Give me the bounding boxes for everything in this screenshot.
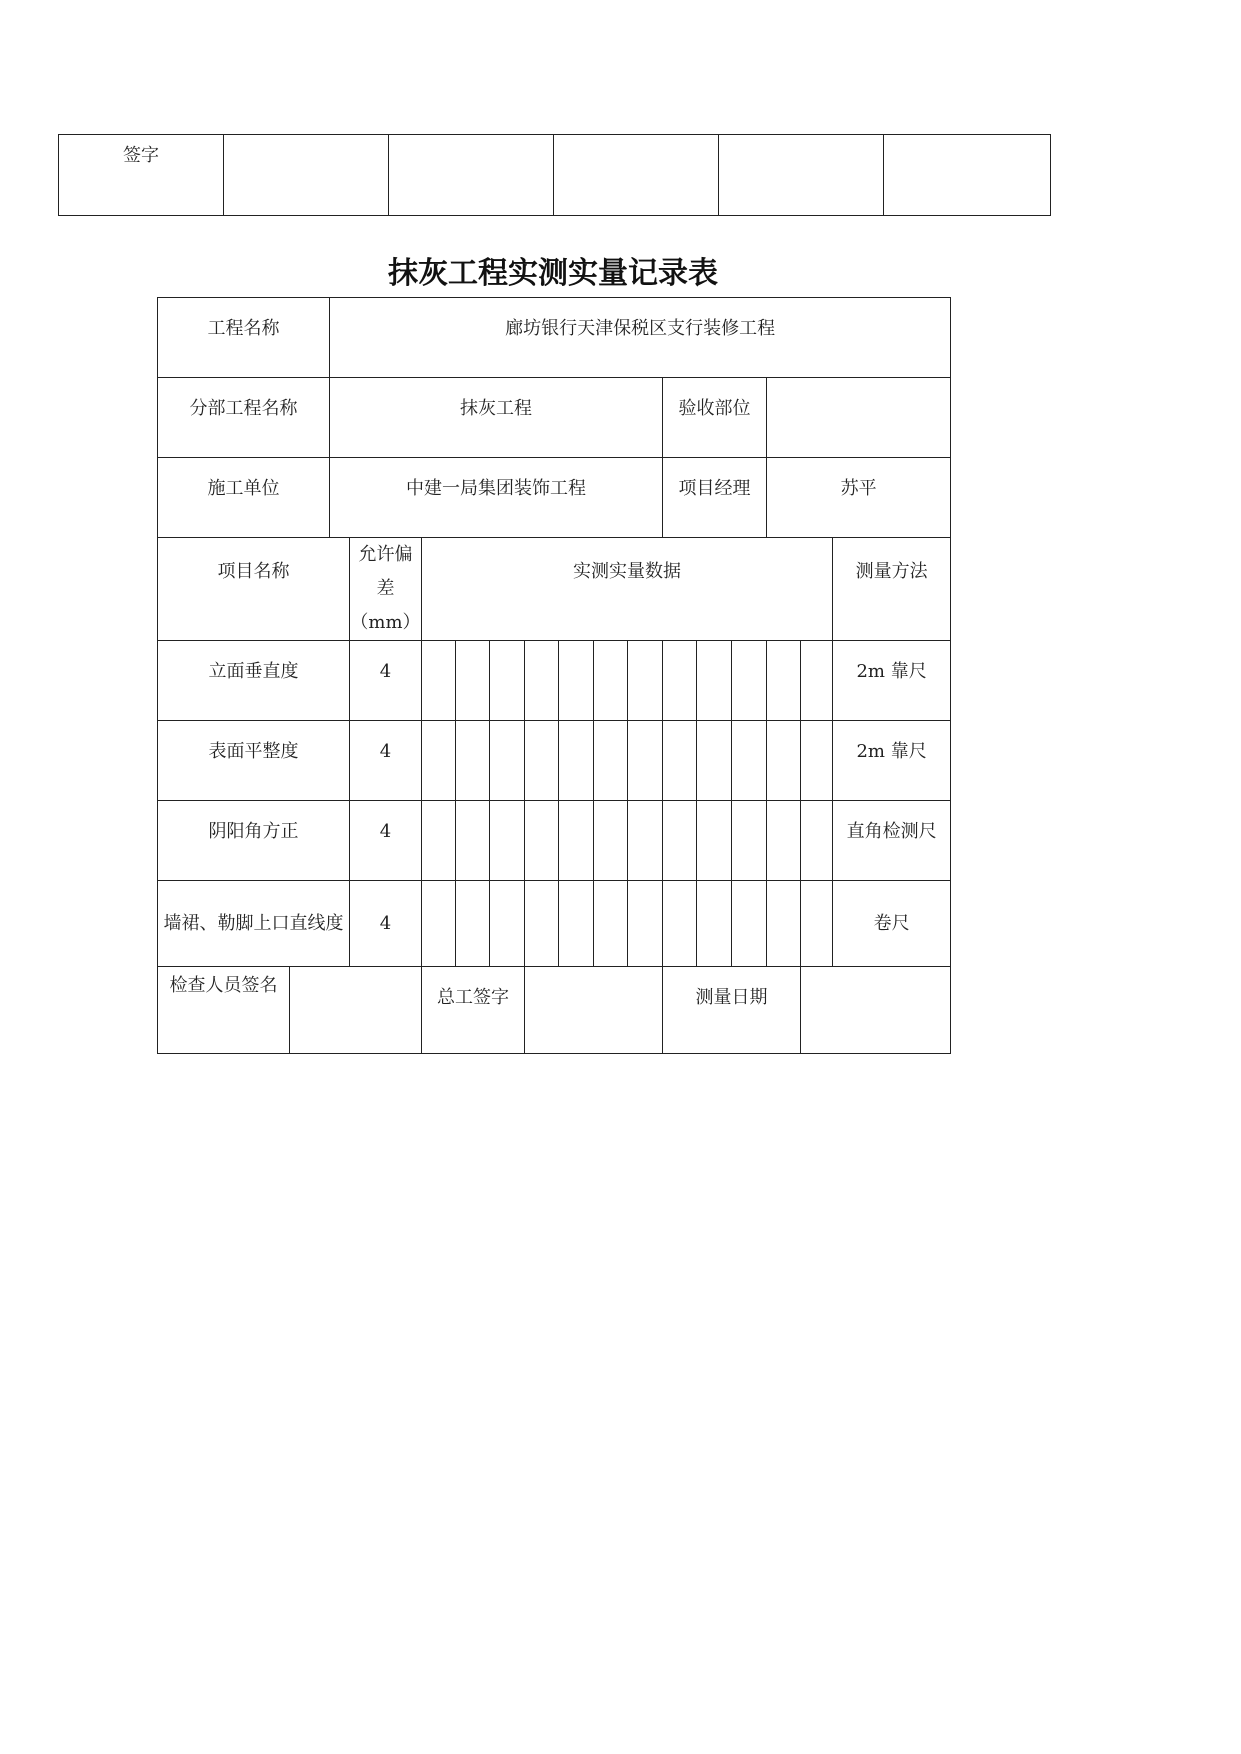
signature-cell — [554, 135, 719, 216]
header-measured-data: 实测实量数据 — [422, 538, 833, 641]
data-cell — [628, 801, 663, 881]
data-cell — [801, 801, 833, 881]
acceptance-part-label: 验收部位 — [663, 378, 767, 458]
data-cell — [594, 801, 628, 881]
project-manager-label: 项目经理 — [663, 458, 767, 538]
data-cell — [559, 721, 594, 801]
data-cell — [525, 641, 559, 721]
row-tolerance: 4 — [350, 801, 422, 881]
data-cell — [422, 721, 456, 801]
data-cell — [767, 641, 801, 721]
data-cell — [767, 881, 801, 967]
data-cell — [767, 721, 801, 801]
division-name-label: 分部工程名称 — [158, 378, 330, 458]
inspector-signature-label: 检查人员签名 — [158, 967, 290, 1054]
data-cell — [559, 881, 594, 967]
row-tolerance: 4 — [350, 641, 422, 721]
data-cell — [767, 801, 801, 881]
project-name-label: 工程名称 — [158, 298, 330, 378]
data-cell — [732, 641, 767, 721]
data-cell — [801, 881, 833, 967]
data-cell — [490, 881, 525, 967]
header-item-name: 项目名称 — [158, 538, 350, 641]
plastering-measurement-table — [157, 297, 951, 1054]
data-cell — [732, 801, 767, 881]
chief-engineer-signature-cell — [525, 967, 663, 1054]
signature-cell — [224, 135, 389, 216]
data-cell — [525, 721, 559, 801]
row-method: 卷尺 — [833, 881, 951, 967]
chief-engineer-signature-label: 总工签字 — [422, 967, 525, 1054]
signature-cell — [884, 135, 1051, 216]
data-cell — [697, 641, 732, 721]
form-title: 抹灰工程实测实量记录表 — [388, 256, 718, 291]
data-cell — [697, 721, 732, 801]
data-cell — [801, 721, 833, 801]
inspector-signature-cell — [290, 967, 422, 1054]
project-manager-value: 苏平 — [767, 458, 951, 538]
top-signature-table — [58, 134, 1051, 216]
data-cell — [456, 641, 490, 721]
acceptance-part-value — [767, 378, 951, 458]
contractor-value: 中建一局集团装饰工程 — [330, 458, 663, 538]
signature-cell — [719, 135, 884, 216]
data-cell — [663, 721, 697, 801]
header-tolerance: 允许偏差（mm） — [350, 538, 422, 641]
data-cell — [559, 801, 594, 881]
data-cell — [697, 801, 732, 881]
row-item-name: 墙裙、勒脚上口直线度 — [158, 881, 350, 967]
data-cell — [456, 721, 490, 801]
data-cell — [456, 881, 490, 967]
data-cell — [422, 801, 456, 881]
row-tolerance: 4 — [350, 881, 422, 967]
data-cell — [525, 801, 559, 881]
data-cell — [732, 721, 767, 801]
data-cell — [801, 641, 833, 721]
data-cell — [559, 641, 594, 721]
division-name-value: 抹灰工程 — [330, 378, 663, 458]
data-cell — [732, 881, 767, 967]
data-cell — [490, 801, 525, 881]
row-tolerance: 4 — [350, 721, 422, 801]
measurement-date-label: 测量日期 — [663, 967, 801, 1054]
data-cell — [663, 641, 697, 721]
header-measure-method: 测量方法 — [833, 538, 951, 641]
contractor-label: 施工单位 — [158, 458, 330, 538]
data-cell — [663, 881, 697, 967]
data-cell — [422, 641, 456, 721]
data-cell — [594, 641, 628, 721]
project-name-value: 廊坊银行天津保税区支行装修工程 — [330, 298, 951, 378]
data-cell — [594, 881, 628, 967]
data-cell — [525, 881, 559, 967]
data-cell — [490, 721, 525, 801]
measurement-date-cell — [801, 967, 951, 1054]
signature-cell — [389, 135, 554, 216]
data-cell — [594, 721, 628, 801]
sign-label: 签字 — [59, 135, 224, 216]
row-item-name: 阴阳角方正 — [158, 801, 350, 881]
data-cell — [628, 641, 663, 721]
data-cell — [663, 801, 697, 881]
data-cell — [697, 881, 732, 967]
data-cell — [628, 881, 663, 967]
data-cell — [422, 881, 456, 967]
data-cell — [490, 641, 525, 721]
row-item-name: 表面平整度 — [158, 721, 350, 801]
data-cell — [456, 801, 490, 881]
row-method: 2m 靠尺 — [833, 721, 951, 801]
row-method: 直角检测尺 — [833, 801, 951, 881]
row-method: 2m 靠尺 — [833, 641, 951, 721]
data-cell — [628, 721, 663, 801]
row-item-name: 立面垂直度 — [158, 641, 350, 721]
